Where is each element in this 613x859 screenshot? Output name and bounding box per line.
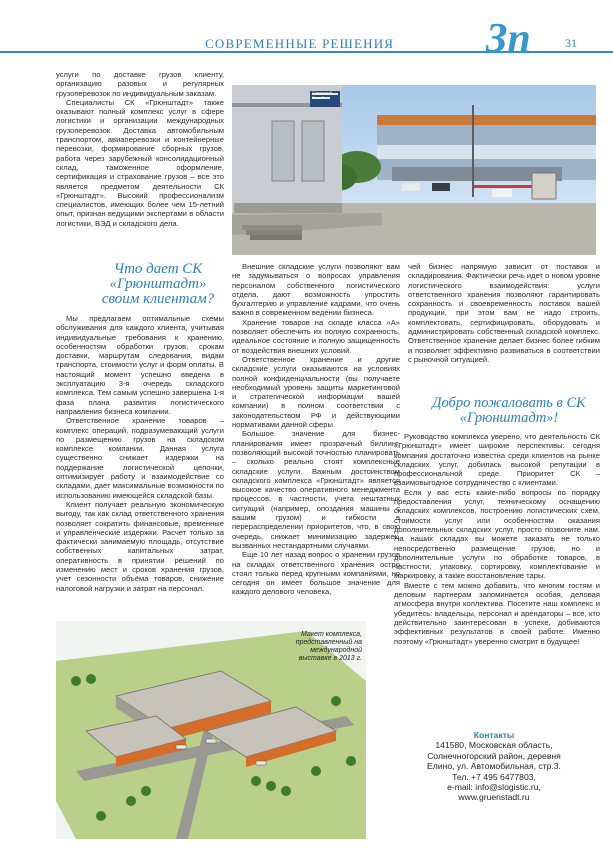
paragraph: чей бизнес напрямую зависит от поставок и складирования. Фактически речь идет о новом уровне логистического взаимодействия: услуги ответственного хранения позволяют гарантировать сохранность и своевременность поставок вашей продукции, при этом вам не надо строить, комплектовать, сертифицировать, оборудовать и администрировать собственный складской комплекс. Ответственное хранение делает бизнес более гибким и позволяет эффективно развиваться в соответствии с рыночной ситуацией. <box>408 262 600 364</box>
column-3-bottom <box>394 432 600 728</box>
column-2 <box>232 262 400 620</box>
contacts-block <box>388 730 600 803</box>
column-3-top <box>408 262 600 392</box>
page-number: 31 <box>565 36 577 50</box>
paragraph: Клиент получает реальную экономическую выгоду, так как склад ответственного хранения позволяет сократить финансовые, временные и управленческие издержки. Расчет только за фактически занимаемую площадь, отсутствие собственных капитальных затрат, оперативность в принятии решений по изменению мест и сроков хранения грузов, учет сезонности объёма товаров, снижение налоговой нагрузки и затрат на персонал. <box>56 499 224 593</box>
paragraph: Руководство комплекса уверено, что деятельность СК «Грюнштадт» имеет широкие перспективы: сегодня компания достаточно известна среди клиентов на рынке складских услуг, добилась высокой репутации в профессиональной среде. Приоритет СК – взаимовыгодное сотрудничество с клиентами. <box>394 432 600 488</box>
paragraph: Внешние складские услуги позволяют вам не задумываться о вопросах управления персоналом собственного логистического отдела, дают возможность упростить бухгалтерию и управление кадрами, что очень важно в современном ведении бизнеса. <box>232 262 400 318</box>
contacts-address-line: 141580, Московская область, <box>435 740 553 751</box>
paragraph: Вместе с тем можно добавить, что многим гостям и деловым партнерам запоминается особая, деловая атмосфера внутри коллектива. Посетите наш комплекс и убедитесь: владельцы, персонал и арендаторы – все, кто действительно заинтересован в успехе, добиваются эффективных результатов в своей работе. Именно поэтому «Грюнштадт» уверенно смотрит в будущее! <box>394 580 600 646</box>
paragraph: Большое значение для бизнес-планирования имеет прозрачный биллинг, позволяющий высокой точностью планировать – сколько реально стоят комплексные складские услуги. Важным достоинством складского комплекса «Грюнштадт» является высокое качество оперативного менеджмента процессов, в частности, учета нештатных ситуаций (например, опоздания машины с вашим грузом) и гибкости в перераспределении приоритетов, что, в свою очередь, снижает минимизацию задержек, вызванных нестандартными случаями. <box>232 429 400 550</box>
section-title: СОВРЕМЕННЫЕ РЕШЕНИЯ <box>205 36 395 51</box>
column-1-bottom <box>56 314 224 614</box>
column-1-top <box>56 70 224 260</box>
paragraph: Если у вас есть какие-либо вопросы по порядку предоставления услуг, техническому оснащению складских комплексов, построению логистических схем, стоимости услуг или особенностям оказания дополнительных складских услуг, просто позвоните нам. На наших складах вы можете заказать не только непосредственно размещение грузов, но и дополнительные услуги по обработке товаров, в частности, упаковку, сортировку, комплектование и маркировку, а также восстановление тары. <box>394 487 600 581</box>
paragraph: Хранение товаров на складе класса «А» позволяет обеспечить их полную сохранность, идеальное состояние и полную защищенность от воздействия внешних условий. <box>232 317 400 355</box>
heading-what-gives: Что дает СК «Грюнштадт» своим клиентам? <box>101 261 215 307</box>
paragraph: Еще 10 лет назад вопрос о хранении грузов на складах ответственного хранения остро стоял только перед крупными компаниями, но сегодня он имеет большое значение для каждого делового человека, <box>232 550 400 597</box>
contacts-title: Контакты <box>473 730 515 740</box>
contacts-email[interactable]: e-mail: info@slogistic.ru, <box>447 782 541 793</box>
photo-sign-label: Складской блок 3 <box>312 90 332 100</box>
paragraph: Ответственное хранение и другие складские услуги оказываются на условиях полной конфиденциальности (вы получаете необходимый уровень защиты маркетинговой и стратегической информации вашей компании) в полном соответствии с законодательством РФ и действующими нормативами данной сферы. <box>232 354 400 430</box>
paragraph: Специалисты СК «Грюнштадт» также оказывают полный комплекс услуг в сфере логистики и организации международных грузоперевозок. Доставка автомобильным транспортом, авиаперевозки и контейнерные перевозки, формирование сборных грузов, работа через зарубежный консолидационный склад, таможенное оформление, сертификация и страхование грузов – все это является предметом деятельности СК «Грюнштадт». Высокий профессионализм специалистов, имеющих более чем 15-летний опыт, признан ведущими экспертами в области логистики, ВЭД и складского дела. <box>56 97 224 228</box>
warehouse-photo <box>232 85 596 255</box>
paragraph: услуги по доставке грузов клиенту, организацию разовых и регулярных грузоперевозок по индивидуальным заказам. <box>56 70 224 98</box>
heading-welcome: Добро пожаловать в СК «Грюнштадт»! <box>432 395 586 426</box>
model-caption: Макет комплекса, представленный на международной выставке в 2013 г. <box>295 631 362 662</box>
paragraph: Ответственное хранение товаров – комплекс операций, подразумевающий услуги по размещению грузов на складском комплексе компании. Данная услуга существенно снижает издержки на поддержание логистической цепочки, оптимизирует работу и взаимодействие со складами, дает максимальные возможности по использованию имеющейся складской базы. <box>56 416 224 500</box>
contacts-address-line: Солнечногорский район, деревня <box>427 750 561 761</box>
paragraph: Мы предлагаем оптимальные схемы обслуживания для каждого клиента, учитывая индивидуальные требования к хранению, особенностям обработки грузов, срокам доставки, маршрутам следования, видам транспорта, стоимости услуг и форм оплаты. В настоящий момент успешно введена в эксплуатацию 3-я очередь складского комплекса. Тем самым успешно завершена 1-я фаза плана развития логистического направления бизнеса компании. <box>56 314 224 416</box>
magazine-logo: Зп <box>486 16 531 62</box>
contacts-address-line: Елино, ул. Автомобильная, стр.3. <box>427 761 561 772</box>
contacts-website[interactable]: www.gruenstadt.ru <box>458 792 530 803</box>
contacts-phone: Тел. +7 495 6477803, <box>452 771 536 782</box>
